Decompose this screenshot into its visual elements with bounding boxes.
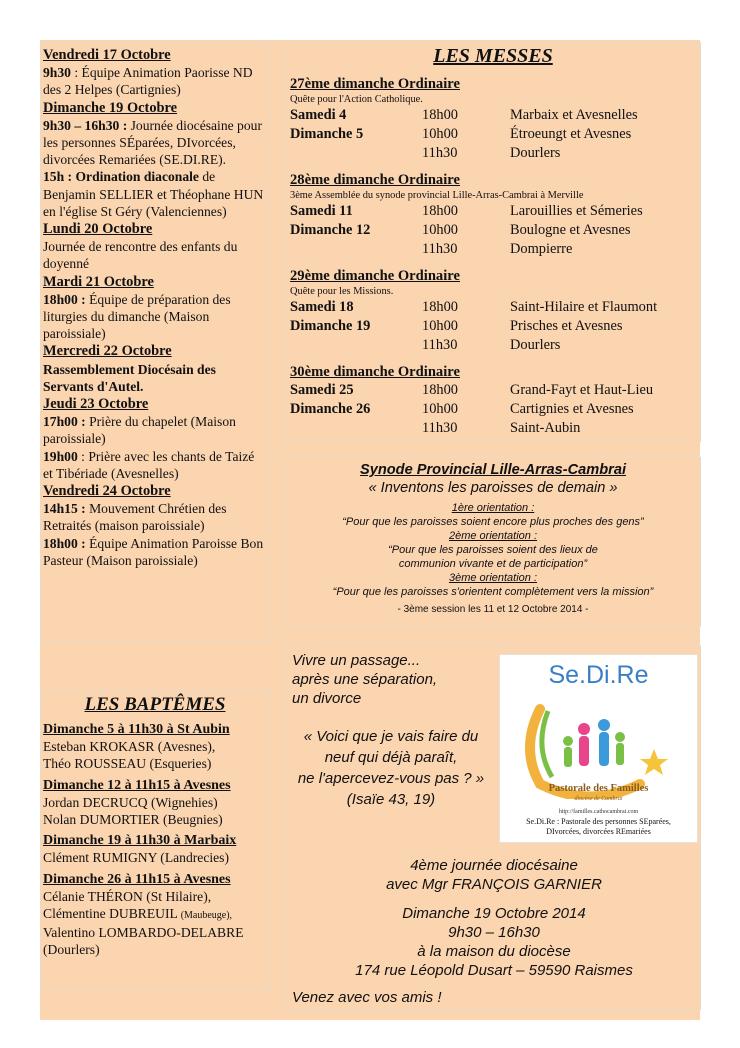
mass-time: 10h00 [422,318,458,334]
intro-line: Vivre un passage... [292,652,421,669]
day-title: Vendredi 24 Octobre [43,483,171,500]
orientation-label: 3ème orientation : [448,572,538,584]
orientation-label: 1ère orientation : [451,502,535,514]
bapteme-group [43,721,267,773]
sedire-logo [499,654,698,843]
sedire-intro [292,651,437,708]
messes-section [285,42,701,442]
sedire-section [285,645,701,1010]
mass-row [290,240,696,259]
quote-ref: (Isaïe 43, 19) [346,791,436,808]
mass-place: Grand-Fayt et Haut-Lieu [510,382,654,398]
mass-row [290,419,696,438]
entry-time: 9h30 [43,65,71,81]
mass-row [290,106,696,125]
entry-text: Équipe Animation Paroisse Bon Pasteur (Maison paroissiale) [43,535,264,568]
logo-url: http://familles.cathocambrai.com [558,809,639,815]
agenda-column [40,42,270,642]
day-title: Mardi 21 Octobre [43,273,154,290]
mass-place: Cartignies et Avesnes [510,401,634,417]
agenda-day [43,47,267,99]
mass-place: Boulogne et Avesnes [510,222,631,238]
entry-text: : Prière avec les chants de Taizé et Tibériade (Avesnelles) [43,448,255,481]
quote-line: « Voici que je vais faire du [303,728,479,745]
agenda-entry [43,535,267,569]
sunday-title: 29ème dimanche Ordinaire [290,268,460,284]
sedire-event [286,856,702,894]
agenda-day [43,343,267,395]
bapteme-group [43,832,267,866]
mass-time: 11h30 [422,420,458,436]
mass-day: Samedi 25 [290,382,354,398]
detail-line: Dimanche 19 Octobre 2014 [402,905,586,922]
sunday-title: 30ème dimanche Ordinaire [290,364,460,380]
mass-day: Dimanche 12 [290,222,371,238]
mass-row [290,144,696,163]
mass-time: 10h00 [422,401,458,417]
bapteme-name: Clément RUMIGNY (Landrecies) [43,850,229,866]
agenda-entry [43,168,267,220]
mass-time: 18h00 [422,107,458,123]
messes-list [290,75,696,438]
mass-day [290,240,422,259]
entry-text: Prière du chapelet (Maison paroissiale) [43,414,236,447]
event-line: avec Mgr FRANÇOIS GARNIER [386,876,602,893]
mass-time: 10h00 [422,126,458,142]
agenda-entry [43,413,267,447]
entry-time: 9h30 – 16h30 : [43,117,128,133]
mass-place: Prisches et Avesnes [510,318,623,334]
entry-text: Journée diocésaine pour les personnes SÉparées, DIvorcées, divorcées Remariées (SE.DI.RE). [43,117,262,168]
mass-row [290,381,696,400]
mass-day: Dimanche 26 [290,401,371,417]
orientation-text: “Pour que les paroisses s'orientent complètement vers la mission” [332,586,654,598]
entry-text: Équipe de préparation des liturgies du dimanche (Maison paroissiale) [43,291,231,342]
entry-time: 15h : Ordination diaconale [43,169,199,185]
mass-day [290,144,422,163]
agenda-entry [43,64,267,98]
bapteme-group [43,777,267,829]
sunday-note: Quête pour l'Action Catholique. [290,94,423,105]
bapteme-date: Dimanche 5 à 11h30 à St Aubin [43,722,230,737]
day-title: Jeudi 23 Octobre [43,396,149,413]
bapteme-name: Nolan DUMORTIER (Beugnies) [43,812,223,828]
agenda-day [43,221,267,273]
bapteme-date: Dimanche 12 à 11h15 à Avesnes [43,777,231,793]
synode-orientations [286,501,700,599]
agenda-day [43,100,267,220]
entry-time: 18h00 : [43,291,86,307]
mass-place: Larouillies et Sémeries [510,203,643,219]
mass-place: Saint-Hilaire et Flaumont [510,299,658,315]
detail-line: 9h30 – 16h30 [448,924,540,941]
messes-title: LES MESSES [433,45,553,67]
entry-time: Rassemblement Diocésain des Servants d'Autel. [43,361,216,394]
bapteme-date: Dimanche 19 à 11h30 à Marbaix [43,833,237,849]
mass-day: Dimanche 19 [290,318,371,334]
mass-place: Marbaix et Avesnelles [510,107,638,123]
day-title: Vendredi 17 Octobre [43,47,171,63]
day-title: Mercredi 22 Octobre [43,343,172,360]
event-line: 4ème journée diocésaine [410,857,578,874]
sunday-title: 28ème dimanche Ordinaire [290,172,460,188]
mass-time: 18h00 [422,203,458,219]
mass-time: 11h30 [422,241,458,257]
synode-title: Synode Provincial Lille-Arras-Cambrai [359,462,626,478]
mass-time: 11h30 [422,145,458,161]
mass-place: Saint-Aubin [510,420,581,436]
entry-text: de Benjamin SELLIER et Théophane HUN en l'église St Géry (Valenciennes) [43,169,264,219]
mass-time: 18h00 [422,299,458,315]
mass-day [290,336,422,355]
agenda-day [43,396,267,482]
agenda-entry [43,500,267,534]
synode-subtitle: « Inventons les paroisses de demain » [368,480,618,496]
mass-row [290,336,696,355]
orientation-text: “Pour que les paroisses soient des lieux de communion vivante et de participation” [388,544,598,570]
bapteme-name: Jordan DECRUCQ (Wignehies) [43,794,218,810]
detail-line: à la maison du diocèse [417,943,571,960]
mass-day: Samedi 11 [290,203,353,219]
sunday-title: 27ème dimanche Ordinaire [290,76,460,92]
agenda-entry [43,238,267,272]
synode-box [285,457,701,627]
mass-day: Samedi 4 [290,107,347,123]
sunday-block [290,75,696,163]
detail-line: 174 rue Léopold Dusart – 59590 Raismes [355,962,633,979]
entry-text: Journée de rencontre des enfants du doyenné [43,239,238,272]
sunday-block [290,267,696,355]
sedire-details [286,904,702,980]
logo-tagline: Pastorale des Familles [548,783,649,794]
entry-time: 18h00 : [43,535,86,551]
mass-time: 18h00 [422,382,458,398]
mass-row [290,317,696,336]
mass-row [290,202,696,221]
bapteme-name: Valentino LOMBARDO-DELABRE (Dourlers) [43,925,244,958]
entry-time: 14h15 : [43,501,86,517]
baptemes-title: LES BAPTÊMES [84,694,226,715]
intro-line: après une séparation, [292,671,438,688]
baptemes-section [40,690,270,990]
mass-time: 10h00 [422,222,458,238]
bapteme-name: Théo ROUSSEAU (Esqueries) [43,756,212,772]
mass-place: Dourlers [510,145,561,161]
agenda-entry [43,291,267,343]
entry-time: 19h00 [43,448,78,464]
agenda-entry [43,448,267,482]
mass-row [290,400,696,419]
mass-day: Samedi 18 [290,299,354,315]
orientation-text: “Pour que les paroisses soient encore plus proches des gens” [342,516,644,528]
day-title: Dimanche 19 Octobre [43,99,178,116]
logo-name: Se.Di.Re [548,661,649,689]
agenda-entry [43,117,267,169]
sedire-quote [286,726,496,810]
mass-time: 11h30 [422,337,458,353]
logo-diocese: diocèse de Cambrai [574,796,623,802]
logo-caption: Se.Di.Re : Pastorale des personnes SEparées, DIvorcées, divorcées REmariées [526,817,671,836]
entry-text: : Équipe Animation Paorisse ND des 2 Helpes (Cartignies) [43,65,253,98]
mass-day [290,419,422,438]
bapteme-group [43,871,267,959]
mass-place: Dourlers [510,337,561,353]
mass-row [290,298,696,317]
sedire-closing: Venez avec vos amis ! [292,989,442,1006]
entry-text: Mouvement Chrétien des Retraités (maison paroissiale) [43,501,227,534]
day-title: Lundi 20 Octobre [43,221,153,238]
orientation-label: 2ème orientation : [448,530,538,542]
quote-line: neuf qui déjà paraît, [324,749,458,766]
agenda-entry [43,361,267,395]
sunday-block [290,363,696,438]
bapteme-name: Clémentine DUBREUIL (Maubeuge), [43,906,233,922]
mass-row [290,221,696,240]
sunday-block [290,171,696,259]
mass-place: Dompierre [510,241,573,257]
bapteme-name: Esteban KROKASR (Avesnes), [43,739,216,755]
sunday-note: Quête pour les Missions. [290,286,394,297]
baptemes-list [43,721,267,959]
quote-line: ne l'apercevez-vous pas ? » [297,770,485,787]
agenda-day [43,274,267,343]
mass-row [290,125,696,144]
mass-day: Dimanche 5 [290,126,364,142]
sunday-note: 3ème Assemblée du synode provincial Lille-Arras-Cambrai à Merville [290,190,584,201]
bapteme-name: Célanie THÉRON (St Hilaire), [43,888,212,904]
synode-footer: - 3ème session les 11 et 12 Octobre 2014 - [397,604,589,615]
mass-place: Étroeungt et Avesnes [510,126,632,142]
entry-time: 17h00 : [43,414,86,430]
bapteme-date: Dimanche 26 à 11h15 à Avesnes [43,871,231,887]
agenda-day [43,483,267,569]
intro-line: un divorce [292,690,362,707]
